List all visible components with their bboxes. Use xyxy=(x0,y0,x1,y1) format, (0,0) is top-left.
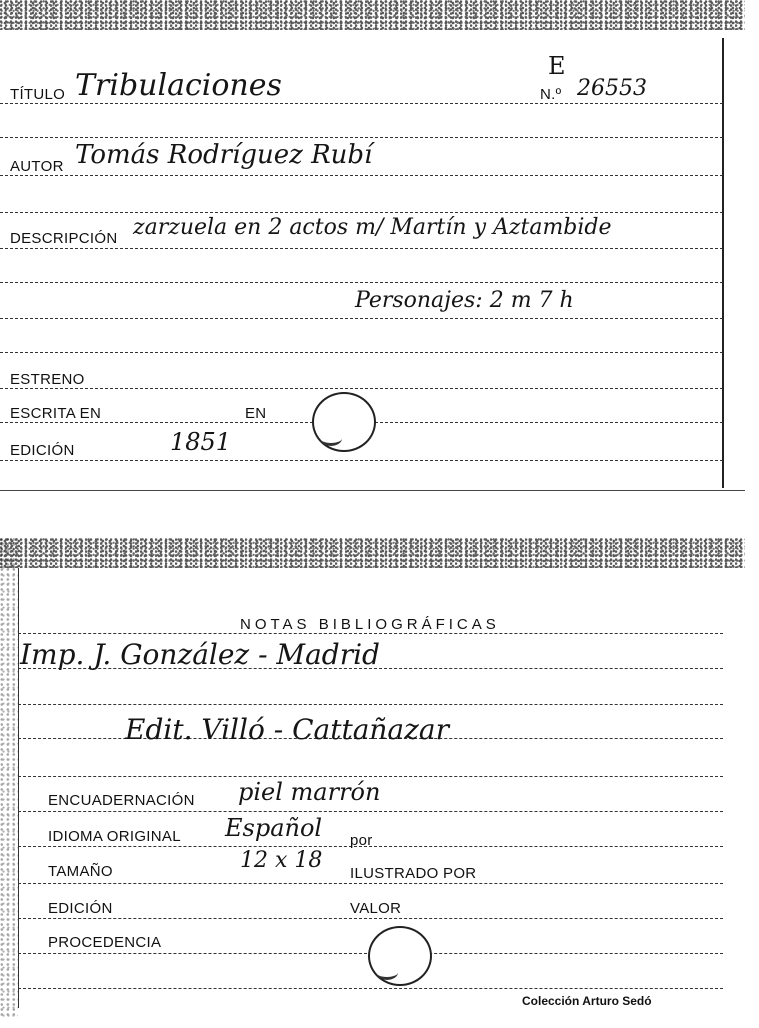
por-label: por xyxy=(350,832,373,849)
titulo-value: Tribulaciones xyxy=(75,68,282,103)
en-label: EN xyxy=(245,405,267,422)
numero-mark: E xyxy=(548,52,566,80)
descripcion-label: DESCRIPCIÓN xyxy=(10,230,118,247)
valor-label: VALOR xyxy=(350,900,402,917)
tamano-value: 12 x 18 xyxy=(240,848,323,873)
descripcion-value: zarzuela en 2 actos m/ Martín y Aztambide xyxy=(133,215,612,240)
idioma-label: IDIOMA ORIGINAL xyxy=(48,828,181,845)
catalog-card-front xyxy=(0,0,745,490)
titulo-label: TÍTULO xyxy=(10,86,66,103)
escrita-label: ESCRITA EN xyxy=(10,405,102,422)
encuadernacion-label: ENCUADERNACIÓN xyxy=(48,792,195,809)
card-right-border xyxy=(722,38,724,488)
autor-label: AUTOR xyxy=(10,158,64,175)
edicion-label-2: EDICIÓN xyxy=(48,900,113,917)
numero-value: 26553 xyxy=(577,76,647,101)
edicion-value: 1851 xyxy=(170,428,232,456)
edicion-label: EDICIÓN xyxy=(10,442,75,459)
idioma-value: Español xyxy=(225,814,323,842)
library-stamp-2 xyxy=(368,926,432,986)
notas-heading: NOTAS BIBLIOGRÁFICAS xyxy=(240,616,500,633)
numero-label: N.º xyxy=(540,86,562,103)
scan-noise-left xyxy=(0,538,18,1018)
estreno-label: ESTRENO xyxy=(10,371,85,388)
card-left-border xyxy=(18,568,19,1008)
tamano-label: TAMAÑO xyxy=(48,863,113,880)
personajes-value: Personajes: 2 m 7 h xyxy=(355,288,574,313)
scan-noise-top xyxy=(0,538,745,568)
note-editorial: Edit. Villó - Cattañazar xyxy=(125,713,449,746)
scan-noise-top xyxy=(0,0,745,30)
coleccion-credit: Colección Arturo Sedó xyxy=(522,994,652,1008)
encuadernacion-value: piel marrón xyxy=(238,778,381,806)
procedencia-label: PROCEDENCIA xyxy=(48,934,162,951)
ilustrado-label: ILUSTRADO POR xyxy=(350,865,477,882)
note-imprenta: Imp. J. González - Madrid xyxy=(20,638,380,671)
library-stamp xyxy=(312,392,376,452)
catalog-card-back xyxy=(0,538,745,1018)
autor-value: Tomás Rodríguez Rubí xyxy=(75,140,373,170)
